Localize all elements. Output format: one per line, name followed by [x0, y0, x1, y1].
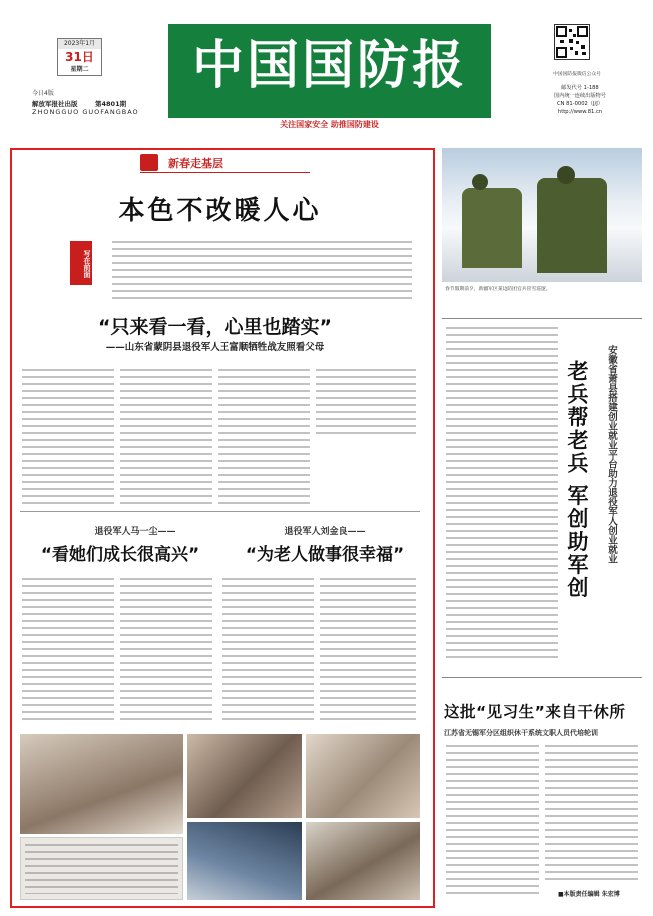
veteran-subheadline: 安徽省萧县搭建创业就业平台助力退役军人创业就业: [606, 345, 617, 564]
photo-computer-room: [187, 822, 302, 900]
story1-subtitle: ——山东省蒙阴县退役军人王富顺牺牲战友照看父母: [105, 342, 325, 353]
story3-col1: [222, 578, 314, 724]
story3-title: “为老人做事很幸福”: [245, 545, 405, 565]
date-weekday: 星期二: [70, 66, 89, 73]
intro-text: [112, 241, 412, 301]
date-box: [57, 38, 102, 76]
postal-code: 邮发代号 1-188: [561, 85, 599, 91]
masthead: [168, 24, 491, 118]
story2-col1: [22, 578, 114, 724]
photo-captions-block: [20, 837, 183, 900]
story1-col4: [316, 369, 416, 439]
newspaper-title: 中国国防报: [191, 35, 467, 96]
photo-haircut: [306, 822, 420, 900]
right-photo-caption: 春节假期前夕，新疆军区某边防团官兵冒雪巡逻。: [445, 287, 551, 292]
story2-col2: [120, 578, 212, 724]
qr-code-icon: [554, 24, 590, 60]
cn-code: CN 81-0002（J/J）: [556, 101, 603, 107]
right-photo: [442, 148, 642, 282]
photo-grid: [20, 734, 420, 902]
publisher: 解放军报社出版: [32, 100, 78, 108]
story1-col1: [22, 369, 114, 505]
pub-info: [545, 84, 615, 116]
story1-title: “只来看一看，心里也踏实”: [98, 316, 332, 338]
feature-tag: [140, 154, 310, 171]
date-year: 2023年1月: [58, 39, 101, 49]
page-editor: ■本版责任编辑 朱宏博: [558, 891, 620, 898]
trainee-col1: [446, 745, 539, 897]
veteran-headline: 老兵帮老兵 军创助军创: [565, 360, 589, 600]
slogan: 关注国家安全 助推国防建设: [280, 120, 379, 129]
story3-col2: [320, 578, 416, 724]
pinyin-name: ZHONGGUO GUOFANGBAO: [32, 108, 139, 116]
cn-number: 国内统一连续出版物号: [554, 93, 606, 99]
trainee-col2: [545, 745, 638, 885]
veteran-article-col: [446, 327, 558, 663]
story3-kicker: 退役军人刘金良——: [284, 527, 366, 537]
qr-caption: 中国国防报微信公众号: [553, 72, 601, 77]
feature-tag-label: 新春走基层: [168, 157, 223, 170]
issue-number: 第4801期: [95, 100, 127, 108]
story2-title: “看她们成长很高兴”: [40, 545, 200, 565]
side-note-box: 写在前面: [70, 241, 92, 285]
story1-col2: [120, 369, 212, 505]
trainee-subheadline: 江苏省无锡军分区组织休干系统文职人员代培轮训: [444, 729, 598, 737]
feature-logo-icon: [140, 154, 158, 171]
edition-count: 今日4版: [32, 90, 54, 97]
story2-kicker: 退役军人马一尘——: [94, 527, 176, 537]
photo-visit: [187, 734, 302, 818]
date-day: 31日: [65, 50, 94, 64]
photo-elderly-portrait: [20, 734, 183, 834]
website: http://www.81.cn: [557, 109, 603, 115]
feature-headline: 本色不改暖人心: [118, 196, 322, 226]
photo-care: [306, 734, 420, 818]
trainee-headline: 这批“见习生”来自干休所: [444, 703, 626, 721]
story1-col3: [218, 369, 310, 505]
